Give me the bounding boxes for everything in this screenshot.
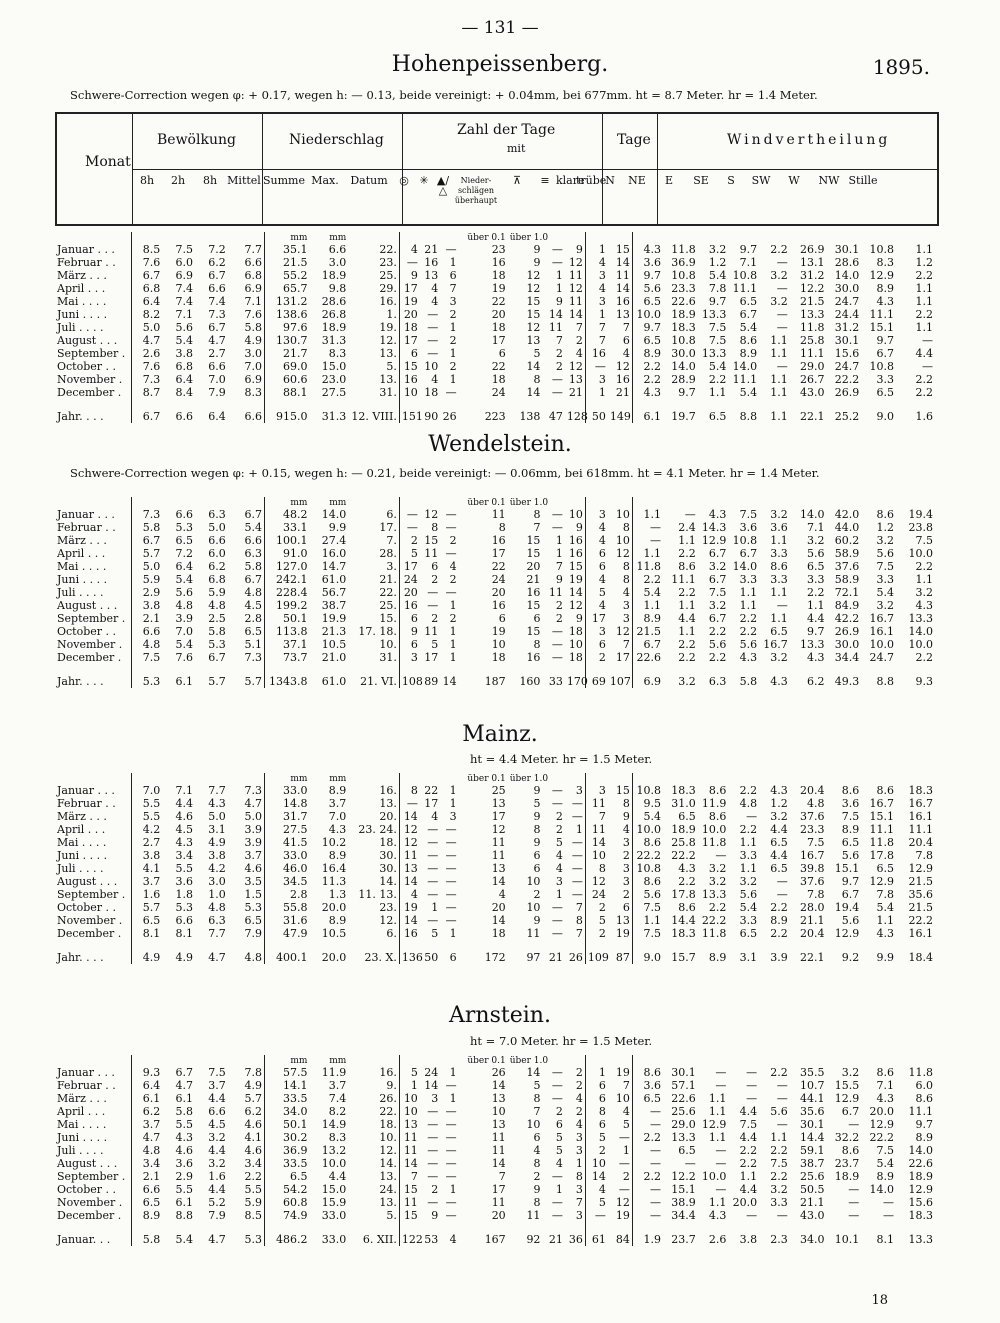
table-row: September . 2.1 2.9 1.6 2.2 6.5 4.4 13. 7 — — 7 2 — 8 14 2 2.2 12.2 10.0 1.1 2.2 25.6 18.9 8.9 18.9	[57, 1170, 933, 1183]
table-row-total: Jahr. . . . 5.3 6.1 5.7 5.7 1343.8 61.0 21. VI. 108 89 14 187 160 33 170 69 107 6.9 3.2 6.3 5.8 4.3 6.2 49.3 8.8 9.3	[55, 672, 935, 688]
header-sub-8: ✳	[419, 174, 429, 187]
header-sub-18: SE	[693, 174, 709, 187]
table-row: Juni . . . . 3.8 3.4 3.8 3.7 33.0 8.9 30. 11 — — 11 6 4 — 10 2 22.2 22.2 — 3.3 4.4 16.7 5.6 17.8 7.8	[57, 849, 933, 862]
station-title: Arnstein.	[449, 1003, 551, 1028]
table-row: August . . . 4.7 5.4 4.7 4.9 130.7 31.3 12. 17 — 2 17 13 7 2 7 6 6.5 10.8 7.5 8.6 1.1 25.8 30.1 9.7 —	[57, 334, 933, 347]
table-row: Juni . . . . 4.7 4.3 3.2 4.1 30.2 8.3 10. 11 — — 11 6 5 3 5 — 2.2 13.3 1.1 4.4 1.1 14.4 32.2 22.2 8.9	[57, 1131, 933, 1144]
table-row: März . . . 5.5 4.6 5.0 5.0 31.7 7.0 20. 14 4 3 17 9 2 — 7 9 5.4 6.5 8.6 — 3.2 37.6 7.5 15.1 16.1	[57, 810, 933, 823]
header-sub-12: ≡	[540, 174, 550, 187]
header-tage: Tage	[617, 132, 651, 148]
header-sub-21: W	[788, 174, 800, 187]
header-sub-23: Stille	[848, 174, 878, 187]
height-line: ht = 4.4 Meter. hr = 1.5 Meter.	[470, 752, 653, 766]
header-bewoelkung: Bewölkung	[157, 132, 236, 148]
correction-line: Schwere-Correction wegen φ: + 0.15, wegen h: — 0.21, beide vereinigt: — 0.06mm, bei 618mm. ht = 4.1 Meter. hr = 1.4 Meter.	[70, 466, 820, 480]
table-row: Februar . . 7.6 6.0 6.2 6.6 21.5 3.0 23. — 16 1 16 9 — 12 4 14 3.6 36.9 1.2 7.1 — 13.1 28.6 8.3 1.2	[57, 256, 933, 269]
table-row: Mai . . . . 6.4 7.4 7.4 7.1 131.2 28.6 16. 19 4 3 22 15 9 11 3 16 6.5 22.6 9.7 6.5 3.2 21.5 24.7 4.3 1.1	[57, 295, 933, 308]
table-row: Juli . . . . 4.1 5.5 4.2 4.6 46.0 16.4 30. 13 — — 13 6 4 — 8 3 10.8 4.3 3.2 1.1 6.5 39.8 15.1 6.5 12.9	[57, 862, 933, 875]
station-title: Wendelstein.	[428, 432, 572, 457]
table-row-total: Jahr. . . . 4.9 4.9 4.7 4.8 400.1 20.0 23. X. 136 50 6 172 97 21 26 109 87 9.0 15.7 8.9 3.1 3.9 22.1 9.2 9.9 18.4	[55, 948, 935, 964]
header-sub-5: Max.	[311, 174, 339, 187]
header-sub-2: 8h	[202, 174, 218, 187]
station-title: Hohenpeissenberg.	[391, 52, 609, 77]
table-row: September . 2.6 3.8 2.7 3.0 21.7 8.3 13. 6 — 1 6 5 2 4 16 4 8.9 30.0 13.3 8.9 1.1 11.1 15.6 6.7 4.4	[57, 347, 933, 360]
table-row: October . . 7.6 6.8 6.6 7.0 69.0 15.0 5. 15 10 2 22 14 2 12 — 12 2.2 14.0 5.4 14.0 — 29.0 24.7 10.8 —	[57, 360, 933, 373]
table-row: October . . 5.7 5.3 4.8 5.3 55.8 20.0 23. 19 1 — 20 10 — 7 2 6 7.5 8.6 2.2 5.4 2.2 28.0 19.4 5.4 21.5	[57, 901, 933, 914]
table-row: Mai . . . . 5.0 6.4 6.2 5.8 127.0 14.7 3. 17 6 4 22 20 7 15 6 8 11.8 8.6 3.2 14.0 8.6 6.5 37.6 7.5 2.2	[57, 560, 933, 573]
table-row: März . . . 6.1 6.1 4.4 5.7 33.5 7.4 26. 10 3 1 13 8 — 4 6 10 6.5 22.6 1.1 — — 44.1 12.9 4.3 8.6	[57, 1092, 933, 1105]
table-row: März . . . 6.7 6.5 6.6 6.6 100.1 27.4 7. 2 15 2 16 15 1 16 4 10 — 1.1 12.9 10.8 1.1 3.2 60.2 3.2 7.5	[57, 534, 933, 547]
table-row: August . . . 3.8 4.8 4.8 4.5 199.2 38.7 25. 16 — 1 16 15 2 12 4 3 1.1 1.1 3.2 1.1 — 1.1 84.9 3.2 4.3	[57, 599, 933, 612]
table-row: Mai . . . . 3.7 5.5 4.5 4.6 50.1 14.9 18. 13 — — 13 10 6 4 6 5 — 29.0 12.9 7.5 — 30.1 — 12.9 9.7	[57, 1118, 933, 1131]
header-sub-0: 8h	[139, 174, 155, 187]
table-row: December . 8.7 8.4 7.9 8.3 88.1 27.5 31. 10 18 — 24 14 — 21 1 21 4.3 9.7 1.1 5.4 1.1 43.0 26.9 6.5 2.2	[57, 386, 933, 399]
table-row: Januar . . . 7.3 6.6 6.3 6.7 48.2 14.0 6. — 12 — 11 8 — 10 3 10 1.1 — 4.3 7.5 3.2 14.0 42.0 8.6 19.4	[57, 508, 933, 521]
header-sub-16: NE	[628, 174, 646, 187]
header-sub-11: ⊼	[512, 174, 522, 187]
header-sub-22: NW	[818, 174, 840, 187]
table-header	[55, 112, 939, 226]
station-table: mm mm über 0.1 über 1.0 Januar . . . 7.3 6.6 6.3 6.7 48.2 14.0 6. — 12 — 11 8 — 10 3 10 1.1 — 4.3 7.5 3.2 14.0 42.0 8.6 19.4 Februar . . 5.8 5.3 5.0 5.4 33.1 9.9 17. — 8 — 8 7 — 9 4 8 — 2.4 14.3 3.6 3.6 7.1 44.0 1.2 23.8 März . . . 6.7 6.5 6.6 6.6 100.1 27.4 7. 2 15 2 16 15 1 16 4 10 — 1.1 12.9 10.8 1.1 3.2 60.2 3.2 7.5 April . . . 5.7 7.2 6.0 6.3 91.0 16.0 28. 5 11 — 17 15 1 16 6 12 1.1 2.2 6.7 6.7 3.3 5.6 58.9 5.6 10.0 Mai . . . . 5.0 6.4 6.2 5.8 127.0 14.7 3. 17 6 4 22 20 7 15 6 8 11.8 8.6 3.2 14.0 8.6 6.5 37.6 7.5 2.2 Juni . . . . 5.9 5.4 6.8 6.7 242.1 61.0 21. 24 2 2 24 21 9 19 4 8 2.2 11.1 6.7 3.3 3.3 3.3 58.9 3.3 1.1 Juli . . . . 2.9 5.6 5.9 4.8 228.4 56.7 22. 20 — — 20 16 11 14 5 4 5.4 2.2 7.5 1.1 1.1 2.2 72.1 5.4 3.2 August . . . 3.8 4.8 4.8 4.5 199.2 38.7 25. 16 — 1 16 15 2 12 4 3 1.1 1.1 3.2 1.1 — 1.1 84.9 3.2 4.3 September . 2.1 3.9 2.5 2.8 50.1 19.9 15. 6 2 2 6 6 2 9 17 3 8.9 4.4 6.7 2.2 1.1 4.4 42.2 16.7 13.3 October . . 6.6 7.0 5.8 6.5 113.8 21.3 17. 18. 9 11 1 19 15 — 18 3 12 21.5 1.1 2.2 2.2 6.5 9.7 26.9 16.1 14.0 November . 4.8 5.4 5.3 5.1 37.1 10.5 10. 6 5 1 10 8 — 10 6 7 6.7 2.2 5.6 5.6 16.7 13.3 30.0 10.0 10.0 December . 7.5 7.6 6.7 7.3 73.7 21.0 31. 3 17 1 18 16 — 18 2 17 22.6 2.2 2.2 4.3 3.2 4.3 34.4 24.7 2.2 Jahr. . . . 5.3 6.1 5.7 5.7 1343.8 61.0 21. VI. 108 89 14 187 160 33 170 69 107 6.9 3.2 6.3 5.8 4.3 6.2 49.3 8.8 9.3	[57, 498, 933, 688]
table-row: September . 2.1 3.9 2.5 2.8 50.1 19.9 15. 6 2 2 6 6 2 9 17 3 8.9 4.4 6.7 2.2 1.1 4.4 42.2 16.7 13.3	[57, 612, 933, 625]
table-row: Juni . . . . 5.9 5.4 6.8 6.7 242.1 61.0 21. 24 2 2 24 21 9 19 4 8 2.2 11.1 6.7 3.3 3.3 3.3 58.9 3.3 1.1	[57, 573, 933, 586]
header-sub-10: Nieder-schlägen überhaupt	[454, 176, 498, 205]
station-table: mm mm über 0.1 über 1.0 Januar . . . 7.0 7.1 7.7 7.3 33.0 8.9 16. 8 22 1 25 9 — 3 3 15 10.8 18.3 8.6 2.2 4.3 20.4 8.6 8.6 18.3 Februar . . 5.5 4.4 4.3 4.7 14.8 3.7 13. — 17 1 13 5 — — 11 8 9.5 31.0 11.9 4.8 1.2 4.8 3.6 16.7 16.7 März . . . 5.5 4.6 5.0 5.0 31.7 7.0 20. 14 4 3 17 9 2 — 7 9 5.4 6.5 8.6 — 3.2 37.6 7.5 15.1 16.1 April . . . 4.2 4.5 3.1 3.9 27.5 4.3 23. 24. 12 — — 12 8 2 1 11 4 10.0 18.9 10.0 2.2 4.4 23.3 8.9 11.1 11.1 Mai . . . . 2.7 4.3 4.9 3.9 41.5 10.2 18. 12 — — 11 9 5 — 14 3 8.6 25.8 11.8 1.1 6.5 7.5 6.5 11.8 20.4 Juni . . . . 3.8 3.4 3.8 3.7 33.0 8.9 30. 11 — — 11 6 4 — 10 2 22.2 22.2 — 3.3 4.4 16.7 5.6 17.8 7.8 Juli . . . . 4.1 5.5 4.2 4.6 46.0 16.4 30. 13 — — 13 6 4 — 8 3 10.8 4.3 3.2 1.1 6.5 39.8 15.1 6.5 12.9 August . . . 3.7 3.6 3.0 3.5 34.5 11.3 14. 14 — — 14 10 3 — 12 3 8.6 2.2 3.2 3.2 — 37.6 9.7 12.9 21.5 September . 1.6 1.8 1.0 1.5 2.8 1.3 11. 13. 4 — — 4 2 1 — 24 2 5.6 17.8 13.3 5.6 — 7.8 6.7 7.8 35.6 October . . 5.7 5.3 4.8 5.3 55.8 20.0 23. 19 1 — 20 10 — 7 2 6 7.5 8.6 2.2 5.4 2.2 28.0 19.4 5.4 21.5 November . 6.5 6.6 6.3 6.5 31.6 8.9 12. 14 — — 14 9 — 8 5 13 1.1 14.4 22.2 3.3 8.9 21.1 5.6 1.1 22.2 December . 8.1 8.1 7.7 7.9 47.9 10.5 6. 16 5 1 18 11 — 7 2 19 7.5 18.3 11.8 6.5 2.2 20.4 12.9 4.3 16.1 Jahr. . . . 4.9 4.9 4.7 4.8 400.1 20.0 23. X. 136 50 6 172 97 21 26 109 87 9.0 15.7 8.9 3.1 3.9 22.1 9.2 9.9 18.4	[57, 774, 933, 964]
table-row: November . 4.8 5.4 5.3 5.1 37.1 10.5 10. 6 5 1 10 8 — 10 6 7 6.7 2.2 5.6 5.6 16.7 13.3 30.0 10.0 10.0	[57, 638, 933, 651]
table-row: November . 6.5 6.1 5.2 5.9 60.8 15.9 13. 11 — — 11 8 — 7 5 12 — 38.9 1.1 20.0 3.3 21.1 — — 15.6	[57, 1196, 933, 1209]
header-zahl: Zahl der Tage	[457, 122, 556, 138]
header-sub-14: trübe	[576, 174, 607, 187]
header-mit: mit	[507, 142, 526, 155]
table-row: December . 8.1 8.1 7.7 7.9 47.9 10.5 6. 16 5 1 18 11 — 7 2 19 7.5 18.3 11.8 6.5 2.2 20.4 12.9 4.3 16.1	[57, 927, 933, 940]
header-sub-19: S	[727, 174, 735, 187]
table-row: Mai . . . . 2.7 4.3 4.9 3.9 41.5 10.2 18. 12 — — 11 9 5 — 14 3 8.6 25.8 11.8 1.1 6.5 7.5 6.5 11.8 20.4	[57, 836, 933, 849]
table-row: Februar . . 5.5 4.4 4.3 4.7 14.8 3.7 13. — 17 1 13 5 — — 11 8 9.5 31.0 11.9 4.8 1.2 4.8 3.6 16.7 16.7	[57, 797, 933, 810]
correction-line: Schwere-Correction wegen φ: + 0.17, wegen h: — 0.13, beide vereinigt: + 0.04mm, bei 677mm. ht = 8.7 Meter. hr = 1.4 Meter.	[70, 88, 818, 102]
table-row: Februar . . 6.4 4.7 3.7 4.9 14.1 3.7 9. 1 14 — 14 5 — 2 6 7 3.6 57.1 — — — 10.7 15.5 7.1 6.0	[57, 1079, 933, 1092]
table-row: August . . . 3.7 3.6 3.0 3.5 34.5 11.3 14. 14 — — 14 10 3 — 12 3 8.6 2.2 3.2 3.2 — 37.6 9.7 12.9 21.5	[57, 875, 933, 888]
header-sub-1: 2h	[170, 174, 186, 187]
table-row: April . . . 5.7 7.2 6.0 6.3 91.0 16.0 28. 5 11 — 17 15 1 16 6 12 1.1 2.2 6.7 6.7 3.3 5.6 58.9 5.6 10.0	[57, 547, 933, 560]
header-niederschlag: Niederschlag	[289, 132, 384, 148]
station-title: Mainz.	[462, 722, 538, 747]
table-row: Juli . . . . 4.8 4.6 4.4 4.6 36.9 13.2 12. 11 — — 11 4 5 3 2 1 — 6.5 — 2.2 2.2 59.1 8.6 7.5 14.0	[57, 1144, 933, 1157]
table-row: November . 7.3 6.4 7.0 6.9 60.6 23.0 13. 16 4 1 18 8 — 13 3 16 2.2 28.9 2.2 11.1 1.1 26.7 22.2 3.3 2.2	[57, 373, 933, 386]
header-monat: Monat	[85, 154, 131, 170]
header-sub-4: Summe	[263, 174, 305, 187]
header-sub-20: SW	[751, 174, 771, 187]
table-row-total: Jahr. . . . 6.7 6.6 6.4 6.6 915.0 31.3 12. VIII. 151 90 26 223 138 47 128 50 149 6.1 19.7 6.5 8.8 1.1 22.1 25.2 9.0 1.6	[55, 407, 935, 423]
header-sub-6: Datum	[350, 174, 388, 187]
table-row: December . 8.9 8.8 7.9 8.5 74.9 33.0 5. 15 9 — 20 11 — 3 — 19 — 34.4 4.3 — — 43.0 — — 18.3	[57, 1209, 933, 1222]
table-row: November . 6.5 6.6 6.3 6.5 31.6 8.9 12. 14 — — 14 9 — 8 5 13 1.1 14.4 22.2 3.3 8.9 21.1 5.6 1.1 22.2	[57, 914, 933, 927]
header-sub-17: E	[664, 174, 674, 187]
footer-number: 18	[871, 1293, 888, 1308]
station-table: mm mm über 0.1 über 1.0 Januar . . . 9.3 6.7 7.5 7.8 57.5 11.9 16. 5 24 1 26 14 — 2 1 19 8.6 30.1 — — 2.2 35.5 3.2 8.6 11.8 Februar . . 6.4 4.7 3.7 4.9 14.1 3.7 9. 1 14 — 14 5 — 2 6 7 3.6 57.1 — — — 10.7 15.5 7.1 6.0 März . . . 6.1 6.1 4.4 5.7 33.5 7.4 26. 10 3 1 13 8 — 4 6 10 6.5 22.6 1.1 — — 44.1 12.9 4.3 8.6 April . . . 6.2 5.8 6.6 6.2 34.0 8.2 22. 10 — — 10 7 2 2 8 4 — 25.6 1.1 4.4 5.6 35.6 6.7 20.0 11.1 Mai . . . . 3.7 5.5 4.5 4.6 50.1 14.9 18. 13 — — 13 10 6 4 6 5 — 29.0 12.9 7.5 — 30.1 — 12.9 9.7 Juni . . . . 4.7 4.3 3.2 4.1 30.2 8.3 10. 11 — — 11 6 5 3 5 — 2.2 13.3 1.1 4.4 1.1 14.4 32.2 22.2 8.9 Juli . . . . 4.8 4.6 4.4 4.6 36.9 13.2 12. 11 — — 11 4 5 3 2 1 — 6.5 — 2.2 2.2 59.1 8.6 7.5 14.0 August . . . 3.4 3.6 3.2 3.4 33.5 10.0 14. 14 — — 14 8 4 1 10 — — — — 2.2 7.5 38.7 23.7 5.4 22.6 September . 2.1 2.9 1.6 2.2 6.5 4.4 13. 7 — — 7 2 — 8 14 2 2.2 12.2 10.0 1.1 2.2 25.6 18.9 8.9 18.9 October . . 6.6 5.5 4.4 5.5 54.2 15.0 24. 15 2 1 17 9 1 3 4 — — 15.1 — 4.4 3.2 50.5 — 14.0 12.9 November . 6.5 6.1 5.2 5.9 60.8 15.9 13. 11 — — 11 8 — 7 5 12 — 38.9 1.1 20.0 3.3 21.1 — — 15.6 December . 8.9 8.8 7.9 8.5 74.9 33.0 5. 15 9 — 20 11 — 3 — 19 — 34.4 4.3 — — 43.0 — — 18.3 Januar. . . 5.8 5.4 4.7 5.3 486.2 33.0 6. XII. 122 53 4 167 92 21 36 61 84 1.9 23.7 2.6 3.8 2.3 34.0 10.1 8.1 13.3	[57, 1056, 933, 1246]
header-sub-9: ▲/△	[436, 174, 450, 197]
table-row: April . . . 4.2 4.5 3.1 3.9 27.5 4.3 23. 24. 12 — — 12 8 2 1 11 4 10.0 18.9 10.0 2.2 4.4 23.3 8.9 11.1 11.1	[57, 823, 933, 836]
table-row: Januar . . . 7.0 7.1 7.7 7.3 33.0 8.9 16. 8 22 1 25 9 — 3 3 15 10.8 18.3 8.6 2.2 4.3 20.4 8.6 8.6 18.3	[57, 784, 933, 797]
header-sub-3: Mittel	[227, 174, 261, 187]
table-row: Juli . . . . 5.0 5.6 6.7 5.8 97.6 18.9 19. 18 — 1 18 12 11 7 7 7 9.7 18.3 7.5 5.4 — 11.8 31.2 15.1 1.1	[57, 321, 933, 334]
table-row: April . . . 6.2 5.8 6.6 6.2 34.0 8.2 22. 10 — — 10 7 2 2 8 4 — 25.6 1.1 4.4 5.6 35.6 6.7 20.0 11.1	[57, 1105, 933, 1118]
station-table: mm mm über 0.1 über 1.0 Januar . . . 8.5 7.5 7.2 7.7 35.1 6.6 22. 4 21 — 23 9 — 9 1 15 4.3 11.8 3.2 9.7 2.2 26.9 30.1 10.8 1.1 Februar . . 7.6 6.0 6.2 6.6 21.5 3.0 23. — 16 1 16 9 — 12 4 14 3.6 36.9 1.2 7.1 — 13.1 28.6 8.3 1.2 März . . . 6.7 6.9 6.7 6.8 55.2 18.9 25. 9 13 6 18 12 1 11 3 11 9.7 10.8 5.4 10.8 3.2 31.2 14.0 12.9 2.2 April . . . 6.8 7.4 6.6 6.9 65.7 9.8 29. 17 4 7 19 12 1 12 4 14 5.6 23.3 7.8 11.1 — 12.2 30.0 8.9 1.1 Mai . . . . 6.4 7.4 7.4 7.1 131.2 28.6 16. 19 4 3 22 15 9 11 3 16 6.5 22.6 9.7 6.5 3.2 21.5 24.7 4.3 1.1 Juni . . . . 8.2 7.1 7.3 7.6 138.6 26.8 1. 20 — 2 20 15 14 14 1 13 10.0 18.9 13.3 6.7 — 13.3 24.4 11.1 2.2 Juli . . . . 5.0 5.6 6.7 5.8 97.6 18.9 19. 18 — 1 18 12 11 7 7 7 9.7 18.3 7.5 5.4 — 11.8 31.2 15.1 1.1 August . . . 4.7 5.4 4.7 4.9 130.7 31.3 12. 17 — 2 17 13 7 2 7 6 6.5 10.8 7.5 8.6 1.1 25.8 30.1 9.7 — September . 2.6 3.8 2.7 3.0 21.7 8.3 13. 6 — 1 6 5 2 4 16 4 8.9 30.0 13.3 8.9 1.1 11.1 15.6 6.7 4.4 October . . 7.6 6.8 6.6 7.0 69.0 15.0 5. 15 10 2 22 14 2 12 — 12 2.2 14.0 5.4 14.0 — 29.0 24.7 10.8 — November . 7.3 6.4 7.0 6.9 60.6 23.0 13. 16 4 1 18 8 — 13 3 16 2.2 28.9 2.2 11.1 1.1 26.7 22.2 3.3 2.2 December . 8.7 8.4 7.9 8.3 88.1 27.5 31. 10 18 — 24 14 — 21 1 21 4.3 9.7 1.1 5.4 1.1 43.0 26.9 6.5 2.2 Jahr. . . . 6.7 6.6 6.4 6.6 915.0 31.3 12. VIII. 151 90 26 223 138 47 128 50 149 6.1 19.7 6.5 8.8 1.1 22.1 25.2 9.0 1.6	[57, 233, 933, 423]
table-row: September . 1.6 1.8 1.0 1.5 2.8 1.3 11. 13. 4 — — 4 2 1 — 24 2 5.6 17.8 13.3 5.6 — 7.8 6.7 7.8 35.6	[57, 888, 933, 901]
year: 1895.	[872, 55, 930, 79]
table-row: August . . . 3.4 3.6 3.2 3.4 33.5 10.0 14. 14 — — 14 8 4 1 10 — — — — 2.2 7.5 38.7 23.7 5.4 22.6	[57, 1157, 933, 1170]
table-row: Januar . . . 8.5 7.5 7.2 7.7 35.1 6.6 22. 4 21 — 23 9 — 9 1 15 4.3 11.8 3.2 9.7 2.2 26.9 30.1 10.8 1.1	[57, 243, 933, 256]
table-row: April . . . 6.8 7.4 6.6 6.9 65.7 9.8 29. 17 4 7 19 12 1 12 4 14 5.6 23.3 7.8 11.1 — 12.2 30.0 8.9 1.1	[57, 282, 933, 295]
table-row: Juli . . . . 2.9 5.6 5.9 4.8 228.4 56.7 22. 20 — — 20 16 11 14 5 4 5.4 2.2 7.5 1.1 1.1 2.2 72.1 5.4 3.2	[57, 586, 933, 599]
table-row-total: Januar. . . 5.8 5.4 4.7 5.3 486.2 33.0 6. XII. 122 53 4 167 92 21 36 61 84 1.9 23.7 2.6 3.8 2.3 34.0 10.1 8.1 13.3	[55, 1230, 935, 1246]
table-row: Juni . . . . 8.2 7.1 7.3 7.6 138.6 26.8 1. 20 — 2 20 15 14 14 1 13 10.0 18.9 13.3 6.7 — 13.3 24.4 11.1 2.2	[57, 308, 933, 321]
table-row: Februar . . 5.8 5.3 5.0 5.4 33.1 9.9 17. — 8 — 8 7 — 9 4 8 — 2.4 14.3 3.6 3.6 7.1 44.0 1.2 23.8	[57, 521, 933, 534]
header-wind: Windvertheilung	[727, 132, 891, 148]
table-row: December . 7.5 7.6 6.7 7.3 73.7 21.0 31. 3 17 1 18 16 — 18 2 17 22.6 2.2 2.2 4.3 3.2 4.3 34.4 24.7 2.2	[57, 651, 933, 664]
header-sub-7: ◎	[399, 174, 409, 187]
header-sub-15: N	[605, 174, 615, 187]
table-row: October . . 6.6 7.0 5.8 6.5 113.8 21.3 17. 18. 9 11 1 19 15 — 18 3 12 21.5 1.1 2.2 2.2 6.5 9.7 26.9 16.1 14.0	[57, 625, 933, 638]
page-number: — 131 —	[461, 18, 539, 38]
height-line: ht = 7.0 Meter. hr = 1.5 Meter.	[470, 1034, 653, 1048]
header-sub-13: klare	[556, 174, 585, 187]
table-row: October . . 6.6 5.5 4.4 5.5 54.2 15.0 24. 15 2 1 17 9 1 3 4 — — 15.1 — 4.4 3.2 50.5 — 14.0 12.9	[57, 1183, 933, 1196]
table-row: März . . . 6.7 6.9 6.7 6.8 55.2 18.9 25. 9 13 6 18 12 1 11 3 11 9.7 10.8 5.4 10.8 3.2 31.2 14.0 12.9 2.2	[57, 269, 933, 282]
table-row: Januar . . . 9.3 6.7 7.5 7.8 57.5 11.9 16. 5 24 1 26 14 — 2 1 19 8.6 30.1 — — 2.2 35.5 3.2 8.6 11.8	[57, 1066, 933, 1079]
